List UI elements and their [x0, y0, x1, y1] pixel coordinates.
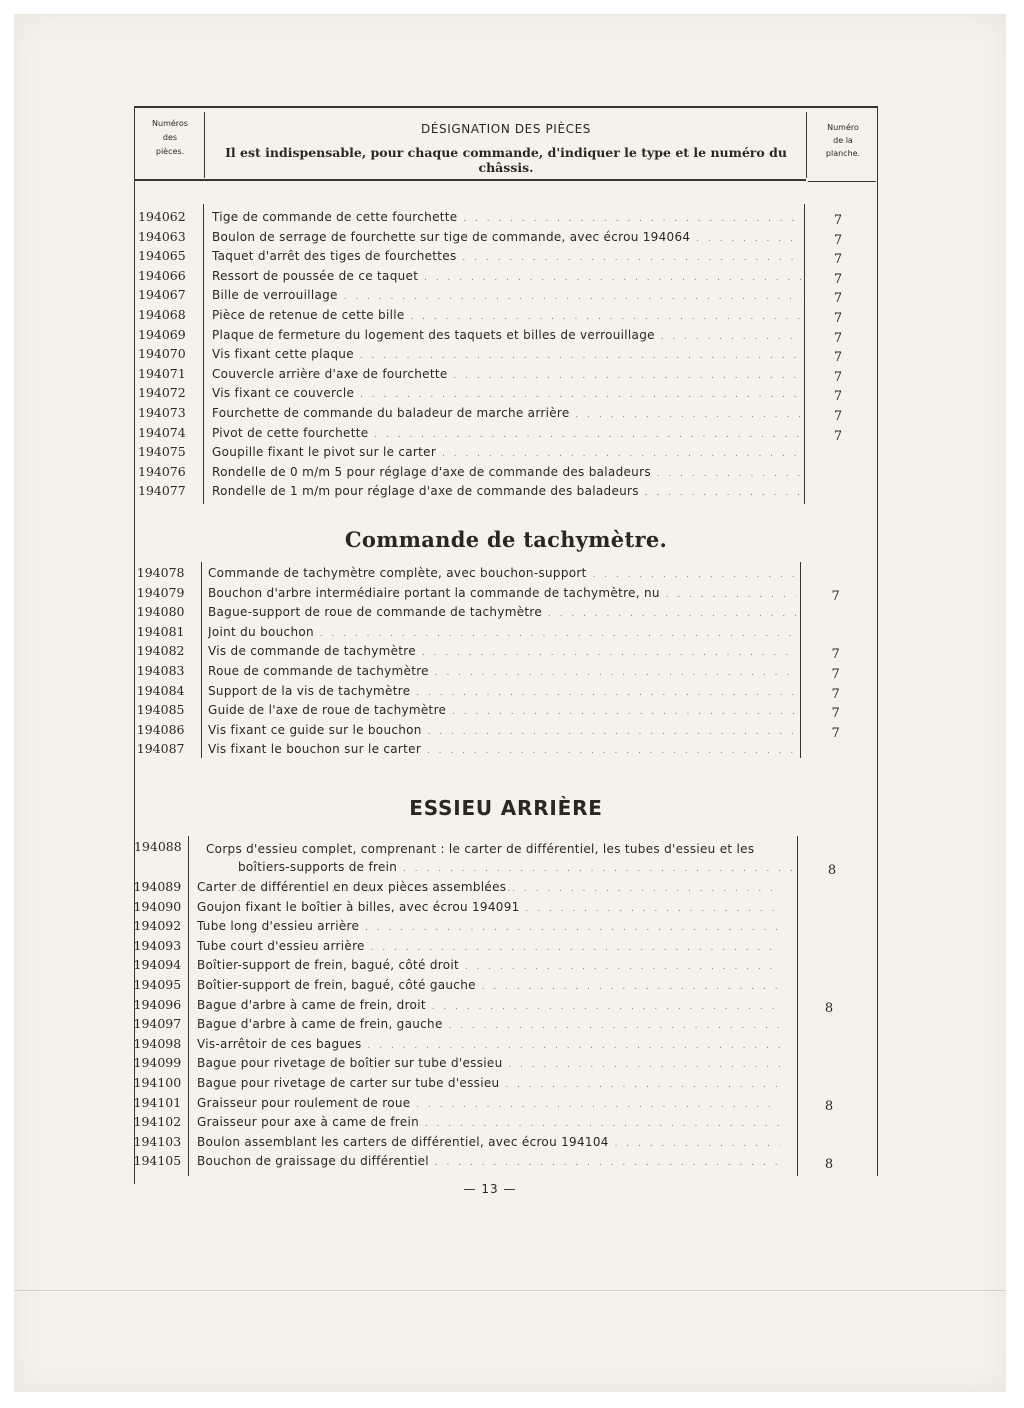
part-description: Vis fixant le bouchon sur le carter . . .: [208, 739, 796, 761]
table-row: [128, 1093, 880, 1113]
plate-number: 7: [833, 389, 843, 405]
table-row: [128, 344, 880, 364]
part-number: 194087: [136, 741, 185, 757]
table-row: [128, 207, 880, 227]
table-row: [128, 739, 880, 759]
table-row: [128, 916, 880, 936]
part-description: Vis fixant cette plaque . . .: [212, 344, 802, 366]
part-number: 194062: [138, 209, 186, 224]
part-number: 194078: [136, 565, 185, 580]
part-description: Boîtier-support de frein, bagué, côté droit . . .: [197, 955, 780, 977]
table-row: [128, 602, 880, 622]
table-row: [128, 720, 880, 740]
table-row: [128, 1053, 880, 1073]
table-row: [128, 995, 880, 1015]
table-row: [128, 622, 880, 642]
part-number: 194075: [138, 444, 186, 460]
part-description: Boîtier-support de frein, bagué, côté gauche . . .: [197, 975, 780, 997]
table-row: [128, 975, 880, 995]
part-number: 194101: [133, 1094, 182, 1110]
table-row: [128, 285, 880, 305]
part-description: Pivot de cette fourchette . . .: [212, 423, 802, 445]
table-top-rule: [134, 106, 878, 108]
part-number: 194102: [133, 1114, 182, 1130]
plate-number: 7: [833, 291, 843, 307]
table-row: [128, 423, 880, 443]
table-row: [128, 641, 880, 661]
part-description: Taquet d'arrêt des tiges de fourchettes . . .: [212, 246, 802, 268]
header-plate-line: Numéro: [827, 123, 859, 132]
part-description: Bouchon de graissage du différentiel . . .: [197, 1151, 780, 1173]
part-number: 194065: [138, 248, 186, 264]
plate-number: 8: [827, 863, 837, 878]
plate-number: 7: [831, 647, 840, 663]
part-number: 194074: [138, 424, 186, 440]
code-column-divider: [204, 112, 205, 178]
part-description: Bague d'arbre à came de frein, gauche . . .: [197, 1014, 780, 1036]
header-bottom-rule: [134, 179, 806, 181]
plate-number: 7: [831, 706, 840, 722]
part-number: 194080: [136, 604, 185, 620]
table-row: [128, 462, 880, 482]
plate-number: 7: [831, 725, 840, 741]
part-number: 194083: [136, 663, 185, 678]
table-row: [128, 1034, 880, 1054]
plate-number: 7: [833, 213, 843, 228]
part-number: 194084: [136, 682, 185, 698]
plate-number: 8: [824, 1157, 834, 1173]
table-row: [128, 246, 880, 266]
part-number: 194098: [133, 1035, 182, 1051]
plate-number: 8: [824, 1098, 834, 1114]
page-number: — 13 —: [463, 1182, 517, 1196]
part-number: 194092: [133, 918, 182, 934]
part-number: 194095: [133, 977, 182, 992]
header-order-note: Il est indispensable, pour chaque commande, d'indiquer le type et le numéro du châssis.: [225, 145, 787, 175]
table-row: [128, 383, 880, 403]
table-row: [128, 1151, 880, 1171]
part-description: Tube long d'essieu arrière . . .: [197, 916, 780, 938]
header-plate-line: de la: [833, 136, 853, 145]
part-number: 194097: [133, 1016, 182, 1032]
part-description: Bague-support de roue de commande de tachymètre . . .: [208, 602, 796, 624]
part-description: Vis de commande de tachymètre . . .: [208, 641, 796, 663]
part-number: 194105: [133, 1153, 182, 1169]
table-row: [128, 1112, 880, 1132]
part-number: 194100: [133, 1075, 182, 1090]
part-number: 194071: [138, 365, 186, 381]
part-number: 194079: [136, 584, 185, 600]
part-description: Fourchette de commande du baladeur de marche arrière . . .: [212, 403, 802, 425]
part-description: Guide de l'axe de roue de tachymètre . . .: [208, 700, 796, 722]
part-description: Rondelle de 1 m/m pour réglage d'axe de commande des baladeurs . . .: [212, 481, 802, 503]
part-description: Bague pour rivetage de carter sur tube d'essieu . . .: [197, 1073, 780, 1095]
part-description: Graisseur pour axe à came de frein . . .: [197, 1112, 780, 1134]
part-description: Rondelle de 0 m/m 5 pour réglage d'axe de commande des baladeurs . . .: [212, 462, 802, 484]
part-description: Vis fixant ce guide sur le bouchon . . .: [208, 720, 796, 742]
part-number: 194094: [133, 957, 182, 973]
part-description: Support de la vis de tachymètre . . .: [208, 681, 796, 703]
part-number: 194088: [134, 839, 182, 854]
table-row: [128, 936, 880, 956]
part-number: 194096: [133, 996, 182, 1012]
part-number: 194063: [138, 228, 186, 244]
table-row: [128, 1073, 880, 1093]
part-number: 194073: [138, 405, 186, 420]
plate-column-divider: [806, 112, 807, 178]
part-number: 194089: [133, 879, 182, 894]
table-row: [128, 1014, 880, 1034]
part-description: Carter de différentiel en deux pièces assemblées . . .: [197, 877, 780, 899]
table-row: [128, 364, 880, 384]
table-row: [128, 877, 880, 897]
part-description: Bille de verrouillage . . .: [212, 285, 802, 307]
header-numbers-column: [136, 117, 204, 159]
header-title: DÉSIGNATION DES PIÈCES: [420, 122, 592, 136]
table-row: [128, 266, 880, 286]
table-row: [128, 955, 880, 975]
part-number: 194082: [136, 643, 185, 659]
header-numbers-line: des: [162, 133, 178, 142]
table-row: [128, 442, 880, 462]
table-row: [128, 661, 880, 681]
part-number: 194066: [138, 267, 186, 283]
part-number: 194085: [136, 702, 185, 718]
part-description: Commande de tachymètre complète, avec bouchon-support . . .: [208, 563, 796, 585]
part-number: 194090: [133, 898, 182, 914]
part-number: 194076: [138, 463, 186, 479]
part-description: Boulon de serrage de fourchette sur tige de commande, avec écrou 194064 . . .: [212, 227, 802, 249]
table-row: [128, 563, 880, 583]
table-row: [128, 325, 880, 345]
part-number: 194067: [138, 287, 186, 303]
part-number: 194099: [133, 1055, 182, 1071]
table-row: [128, 305, 880, 325]
section-title-rear-axle: ESSIEU ARRIÈRE: [409, 796, 603, 820]
plate-number: 7: [833, 369, 843, 385]
part-description: Plaque de fermeture du logement des taquets et billes de verrouillage . . .: [212, 325, 802, 347]
table-row: [128, 897, 880, 917]
part-number: 194077: [138, 483, 186, 499]
plate-number: 7: [831, 588, 840, 604]
header-numbers-line: Numéros: [152, 119, 188, 128]
part-description: Bague d'arbre à came de frein, droit . . .: [197, 995, 780, 1017]
part-description: Couvercle arrière d'axe de fourchette . . .: [212, 364, 802, 386]
plate-number: 7: [833, 350, 843, 366]
paper-fold-edge: [14, 1290, 1006, 1301]
table-row: [128, 1132, 880, 1152]
part-description: Ressort de poussée de ce taquet . . .: [212, 266, 802, 288]
plate-number: 7: [833, 252, 843, 268]
part-number: 194093: [133, 937, 182, 953]
part-description: Goupille fixant le pivot sur le carter . . .: [212, 442, 802, 464]
plate-number: 7: [833, 428, 843, 444]
part-number: 194072: [138, 385, 186, 401]
table-row: [128, 227, 880, 247]
header-plate-column: [810, 121, 876, 160]
part-description: Boulon assemblant les carters de différentiel, avec écrou 194104 . . .: [197, 1132, 780, 1154]
part-number: 194069: [138, 326, 186, 342]
plate-number: 7: [831, 667, 840, 682]
part-number: 194103: [133, 1133, 182, 1149]
part-description: Bouchon d'arbre intermédiaire portant la commande de tachymètre, nu . . .: [208, 583, 796, 605]
header-plate-line: planche.: [825, 149, 861, 158]
plate-number: 7: [831, 686, 840, 702]
part-description: Tige de commande de cette fourchette . . .: [212, 207, 802, 229]
part-description: Vis-arrêtoir de ces bagues . . .: [197, 1034, 780, 1056]
plate-number: 7: [833, 311, 843, 326]
part-description: Graisseur pour roulement de roue . . .: [197, 1093, 780, 1115]
part-description: Vis fixant ce couvercle . . .: [212, 383, 802, 405]
table-row: [128, 403, 880, 423]
header-numbers-line: pièces.: [155, 147, 185, 156]
header-bottom-rule-plate: [808, 181, 876, 182]
plate-number: 7: [833, 409, 843, 424]
table-row: [128, 681, 880, 701]
plate-number: 7: [833, 271, 843, 287]
part-description-line1: Corps d'essieu complet, comprenant : le carter de différentiel, les tubes d'essieu et les: [206, 842, 755, 856]
part-description: Goujon fixant le boîtier à billes, avec écrou 194091 . . .: [197, 897, 780, 919]
part-number: 194086: [136, 721, 185, 737]
part-description: Roue de commande de tachymètre . . .: [208, 661, 796, 683]
table-row: [128, 481, 880, 501]
plate-number: 7: [833, 232, 843, 248]
part-description: Pièce de retenue de cette bille . . .: [212, 305, 802, 327]
part-description-line2: boîtiers-supports de frein . . .: [206, 858, 796, 898]
table-row: [128, 700, 880, 720]
part-description: Tube court d'essieu arrière . . .: [197, 936, 780, 958]
table-row: [128, 583, 880, 603]
plate-number: 7: [833, 330, 843, 346]
part-description: Joint du bouchon . . .: [208, 622, 796, 644]
part-number: 194081: [136, 623, 185, 639]
section-title-speedometer-drive: Commande de tachymètre.: [344, 527, 668, 552]
part-number: 194070: [138, 346, 186, 362]
part-number: 194068: [138, 307, 186, 322]
plate-number: 8: [824, 1000, 834, 1016]
part-description: Bague pour rivetage de boîtier sur tube d'essieu . . .: [197, 1053, 780, 1075]
